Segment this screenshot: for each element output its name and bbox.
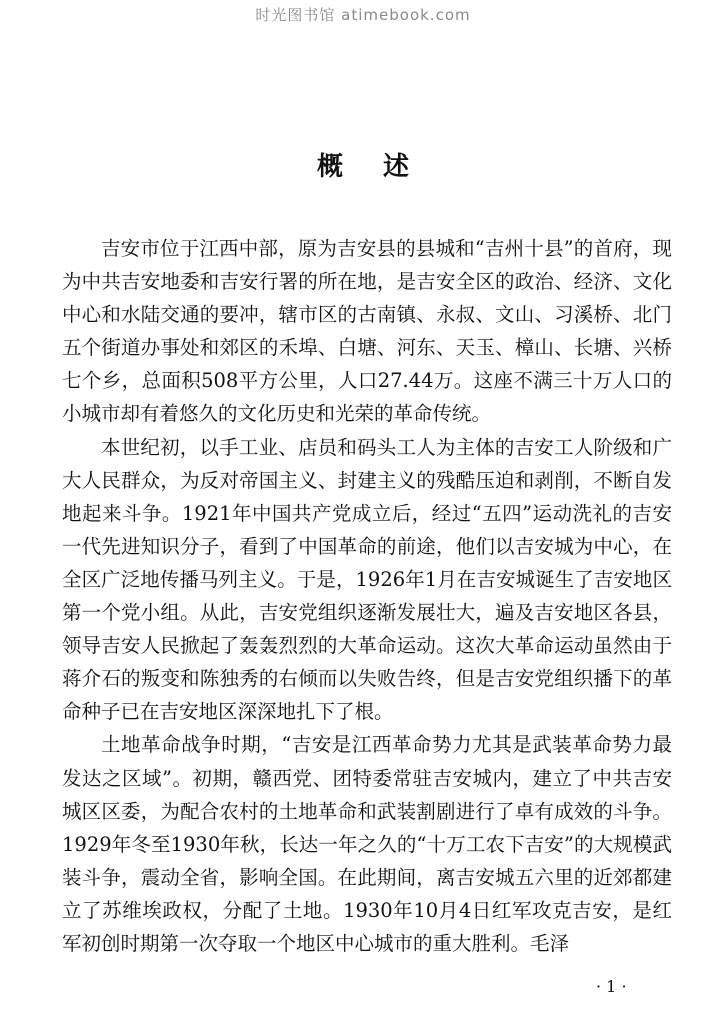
paragraph-1: 吉安市位于江西中部，原为吉安县的县城和“吉州十县”的首府，现为中共吉安地委和吉安行署的所在地，是吉安全区的政治、经济、文化中心和水陆交通的要冲，辖市区的古南镇、永叔、文山、习溪桥、北门五个街道办事处和郊区的禾埠、白塘、河东、天玉、樟山、长塘、兴桥七个乡，总面积508平方公里，人口27.44万。这座不满三十万人口的小城市却有着悠久的文化历史和光荣的革命传统。	[62, 237, 672, 426]
paragraph-2: 本世纪初，以手工业、店员和码头工人为主体的吉安工人阶级和广大人民群众，为反对帝国主义、封建主义的残酷压迫和剥削，不断自发地起来斗争。1921年中国共产党成立后，经过“五四”运动洗礼的吉安一代先进知识分子，看到了中国革命的前途，他们以吉安城为中心，在全区广泛地传播马列主义。于是，1926年1月在吉安城诞生了吉安地区第一个党小组。从此，吉安党组织逐渐发展壮大，遍及吉安地区各县，领导吉安人民掀起了轰轰烈烈的大革命运动。这次大革命运动虽然由于蒋介石的叛变和陈独秀的右倾而以失败告终，但是吉安党组织播下的革命种子已在吉安地区深深地扎下了根。	[62, 435, 672, 724]
page-title: 概述	[316, 152, 449, 182]
paragraph-3: 土地革命战争时期，“吉安是江西革命势力尤其是武装革命势力最发达之区域”。初期，赣西党、团特委常驻吉安城内，建立了中共吉安城区区委，为配合农村的土地革命和武装割剧进行了卓有成效的斗争。1929年冬至1930年秋，长达一年之久的“十万工农下吉安”的大规模武装斗争，震动全省，影响全国。在此期间，离吉安城五六里的近郊都建立了苏维埃政权，分配了土地。1930年10月4日红军攻克吉安，是红军初创时期第一次夺取一个地区中心城市的重大胜利。毛泽	[62, 733, 672, 955]
watermark-text: 时光图书馆 atimebook.com	[255, 6, 471, 24]
document-body	[62, 232, 672, 960]
page-number: · 1 ·	[596, 977, 627, 996]
